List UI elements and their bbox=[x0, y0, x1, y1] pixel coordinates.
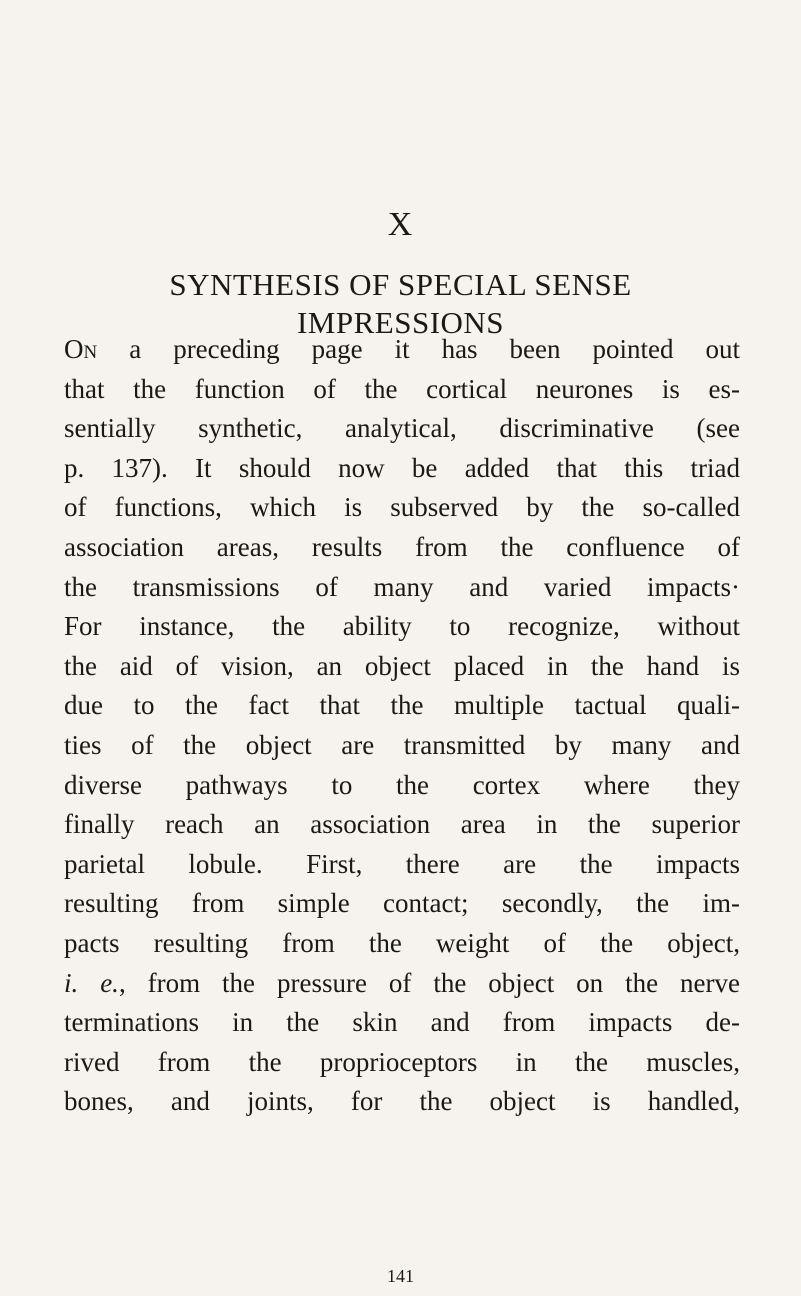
text-line: association areas, results from the confluence of bbox=[64, 531, 740, 562]
text-line: finally reach an association area in the superior bbox=[64, 809, 740, 840]
text-line: due to the fact that the multiple tactual quali- bbox=[64, 690, 740, 721]
text-line: pacts resulting from the weight of the object, bbox=[64, 927, 740, 958]
text-line: of functions, which is subserved by the so-called bbox=[64, 492, 740, 523]
text-line: parietal lobule. First, there are the impacts bbox=[64, 848, 740, 879]
text-line: i. e., from the pressure of the object on the nerve bbox=[64, 967, 740, 998]
text-line: On a preceding page it has been pointed out bbox=[64, 334, 740, 364]
text-line: rived from the proprioceptors in the muscles, bbox=[64, 1046, 740, 1077]
text-line: For instance, the ability to recognize, without bbox=[64, 611, 740, 642]
chapter-number: X bbox=[387, 206, 414, 243]
text-line: resulting from simple contact; secondly, the im- bbox=[64, 888, 740, 919]
text-line: ties of the object are transmitted by many and bbox=[64, 729, 740, 760]
text-line: the aid of vision, an object placed in the hand is bbox=[64, 650, 740, 681]
text-line: p. 137). It should now be added that this triad bbox=[64, 452, 740, 483]
text-line: the transmissions of many and varied impacts· bbox=[64, 571, 740, 602]
text-line: bones, and joints, for the object is handled, bbox=[64, 1086, 740, 1117]
text-line: terminations in the skin and from impacts de- bbox=[64, 1007, 740, 1038]
text-line: sentially synthetic, analytical, discriminative (see bbox=[64, 413, 740, 444]
text-line: diverse pathways to the cortex where they bbox=[64, 769, 740, 800]
text-line: that the function of the cortical neurones is es- bbox=[64, 373, 740, 404]
page-number: 141 bbox=[387, 1266, 414, 1286]
chapter-title-line-2: IMPRESSIONS bbox=[296, 305, 505, 340]
chapter-title-line-1: SYNTHESIS OF SPECIAL SENSE bbox=[169, 267, 632, 302]
body-paragraph bbox=[64, 330, 740, 1122]
